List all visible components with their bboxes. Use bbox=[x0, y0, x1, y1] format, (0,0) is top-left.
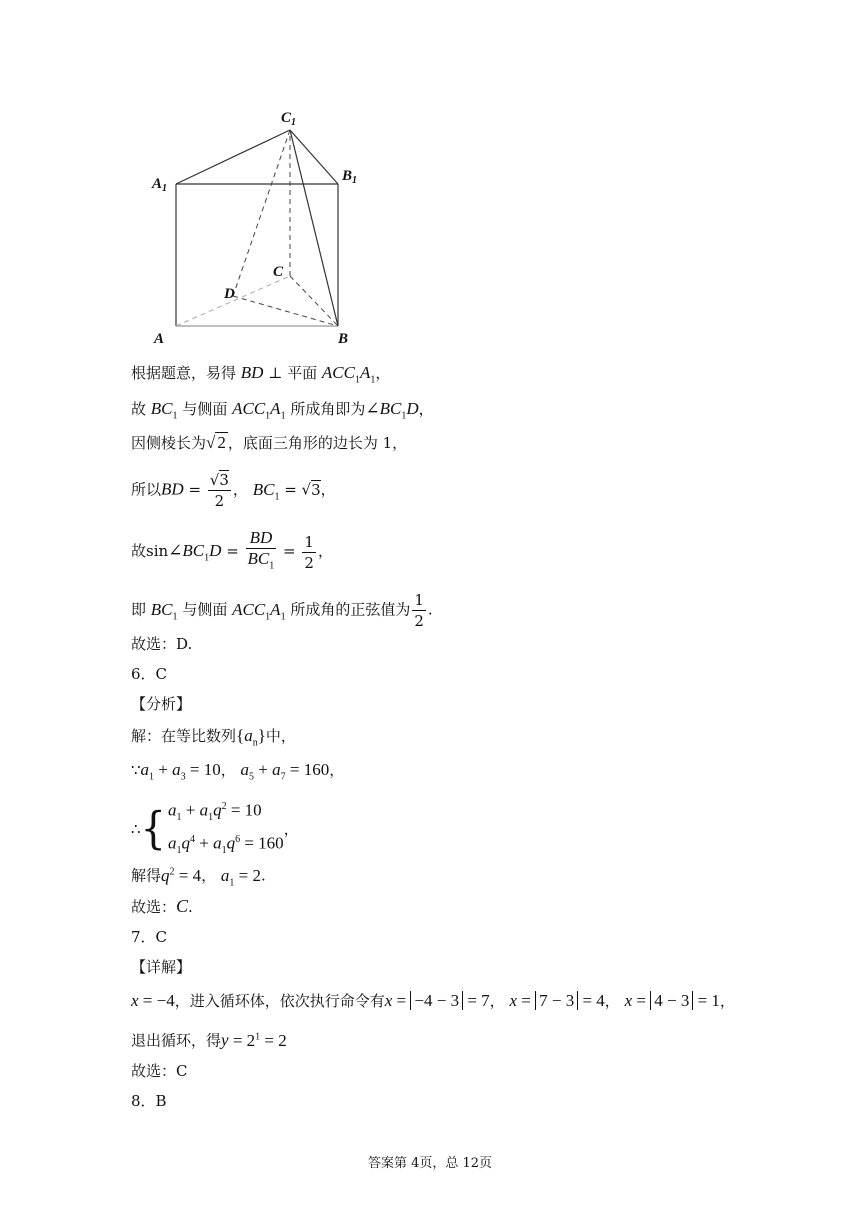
line-bd-perp: 根据题意，易得 BD ⊥ 平面 $ACC_1A_1$， bbox=[131, 363, 391, 386]
line-edge-length: 因侧棱长为√ 2 ，底面三角形的边长为 1， bbox=[131, 433, 408, 452]
line-angle: 故 $BC_1$ 与侧面 $ACC_1A_1$ 所成角即为$\angle BC_1D$， bbox=[131, 399, 434, 422]
question-8-header: 8．B bbox=[131, 1092, 167, 1110]
label-d: D bbox=[224, 286, 235, 302]
edge-d-b bbox=[233, 296, 338, 326]
page-footer: 答案第 4页，总 12页 bbox=[367, 1156, 493, 1171]
line-lengths: 所以BD = $\frac{√3}{2}$ ， $BC_1 = √3$， bbox=[131, 471, 336, 510]
line-sine: 故$\sin\angle BC_1D$ = $\frac{BD}{BC_1}$ = $\frac{1}{2}$ ， bbox=[131, 528, 333, 572]
line-solve: 解得$q^2 = 4$， $a_1 = 2$. bbox=[131, 865, 266, 889]
line-given: $\because a_1 + a_3 = 10$， $a_5 + a_7 = 160$， bbox=[131, 760, 345, 783]
prism-figure bbox=[140, 100, 380, 350]
analysis-tag: 【分析】 bbox=[131, 695, 192, 713]
question-6-header: 6．C bbox=[131, 665, 168, 683]
label-c1: $C_1$ bbox=[281, 110, 297, 128]
line-loop: x = −4，进入循环体，依次执行命令有x = −4 − 3 = 7， x = 7 − 3 = 4， x = 4 − 3 = 1， bbox=[131, 991, 735, 1010]
edge-c1-b bbox=[290, 130, 338, 326]
answer-5: 故选：D. bbox=[131, 635, 193, 653]
label-a1: $A_1$ bbox=[152, 176, 168, 194]
label-c: C bbox=[273, 264, 284, 280]
detail-tag: 【详解】 bbox=[131, 958, 192, 976]
label-b1: $B_1$ bbox=[342, 168, 358, 186]
answer-6: 故选：C. bbox=[131, 896, 193, 916]
label-b: B bbox=[338, 331, 349, 347]
line-result: 即 $BC_1$ 与侧面 $ACC_1A_1$ 所成角的正弦值为 $\frac{1}{2}$ . bbox=[131, 591, 433, 630]
label-a: A bbox=[154, 331, 165, 347]
answer-7: 故选：C bbox=[131, 1062, 188, 1080]
edge-c-b bbox=[290, 276, 338, 326]
edge-a1-c1 bbox=[176, 130, 290, 184]
question-7-header: 7．C bbox=[131, 928, 168, 946]
line-system: ∴ { $a_1 + a_1q^2 = 10$ $a_1q^4 + a_1q^6 = 160$ ， bbox=[131, 800, 299, 857]
line-geometric-seq: 解：在等比数列$\{a_n\}$中， bbox=[131, 726, 296, 749]
line-exit-loop: 退出循环，得$y = 2^1 = 2$ bbox=[131, 1030, 287, 1050]
